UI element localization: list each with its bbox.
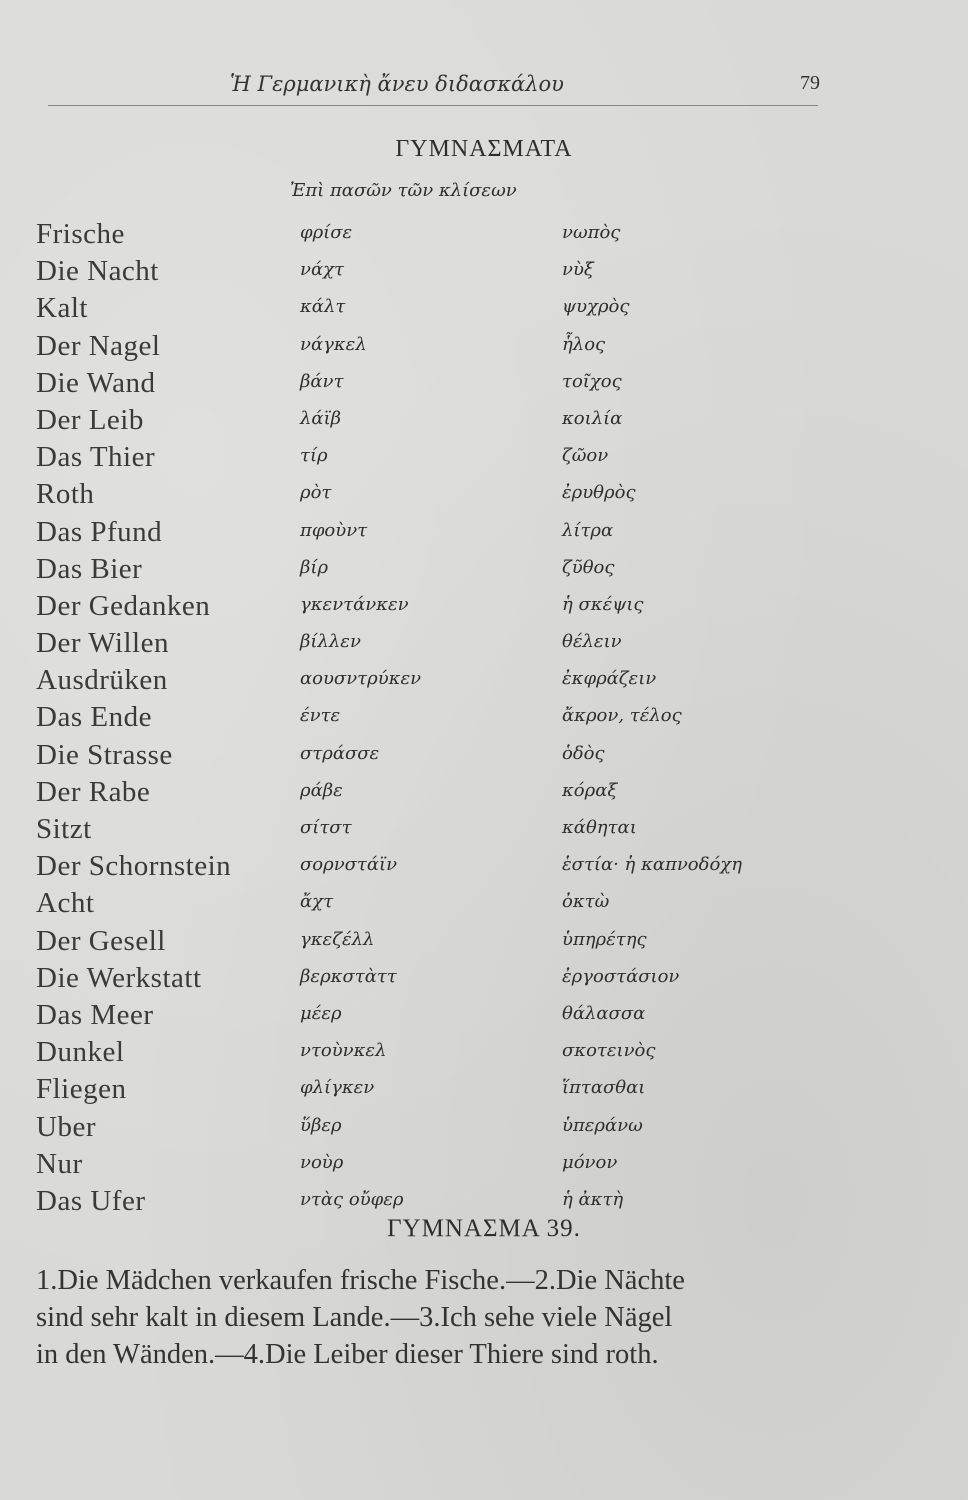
greek-translation: λίτρα <box>562 519 614 541</box>
german-word: Ausdrüken <box>36 664 168 697</box>
vocab-row <box>0 292 968 329</box>
section-heading: ΓΥΜΝΑΣΜΑΤΑ <box>395 136 573 162</box>
pronunciation: φλίγκεν <box>300 1077 375 1099</box>
pronunciation: αουσντρύκεν <box>300 668 422 690</box>
pronunciation: τίρ <box>300 445 328 467</box>
greek-translation: κάθηται <box>562 817 637 838</box>
greek-translation: σκοτεινὸς <box>562 1040 656 1062</box>
german-word: Die Strasse <box>36 738 173 771</box>
german-word: Die Werkstatt <box>36 961 202 994</box>
german-word: Der Leib <box>36 403 144 436</box>
german-word: Das Meer <box>36 998 154 1031</box>
vocab-row <box>0 739 968 776</box>
vocab-row <box>0 627 968 664</box>
pronunciation: βερκστὰττ <box>300 965 397 987</box>
exercise-line: 1.Die Mädchen verkaufen frische Fische.—2.Die Nächte <box>36 1265 685 1296</box>
vocab-row <box>0 590 968 627</box>
german-word: Das Ende <box>36 701 152 734</box>
greek-translation: ἡ ἀκτὴ <box>562 1188 624 1210</box>
greek-translation: ψυχρὸς <box>562 296 630 318</box>
pronunciation: ντὰς οὔφερ <box>300 1188 404 1210</box>
running-header <box>200 72 820 102</box>
greek-translation: νὺξ <box>562 259 594 281</box>
vocab-row <box>0 887 968 924</box>
pronunciation: γκεζέλλ <box>300 928 375 950</box>
greek-translation: ἐργοστάσιον <box>562 965 680 987</box>
greek-translation: ὑπεράνω <box>562 1114 643 1136</box>
pronunciation: έντε <box>300 705 341 727</box>
pronunciation: ράβε <box>300 779 343 801</box>
pronunciation: ντοὺνκελ <box>300 1040 387 1062</box>
greek-translation: θέλειν <box>562 631 622 653</box>
vocab-row <box>0 925 968 962</box>
greek-translation: κοιλία <box>562 407 623 429</box>
pronunciation: σορνστάϊν <box>300 854 398 876</box>
greek-translation: νωπὸς <box>562 222 621 243</box>
vocab-row <box>0 999 968 1036</box>
vocab-row <box>0 1111 968 1148</box>
pronunciation: λάϊβ <box>300 407 342 429</box>
greek-translation: θάλασσα <box>562 1002 646 1024</box>
german-word: Der Nagel <box>36 329 161 362</box>
german-word: Acht <box>36 887 95 920</box>
exercise-text <box>36 1262 866 1373</box>
vocab-row <box>0 218 968 255</box>
greek-translation: ζῦθος <box>562 556 615 578</box>
pronunciation: νοὺρ <box>300 1151 344 1173</box>
german-word: Das Ufer <box>36 1184 146 1217</box>
pronunciation: στράσσε <box>300 742 380 764</box>
german-word: Das Thier <box>36 441 156 474</box>
pronunciation: γκεντάνκεν <box>300 593 409 615</box>
german-word: Frische <box>36 218 125 250</box>
vocab-row <box>0 516 968 553</box>
pronunciation: φρίσε <box>300 222 353 243</box>
german-word: Dunkel <box>36 1036 125 1069</box>
greek-translation: ἵπτασθαι <box>562 1077 646 1099</box>
vocab-row <box>0 441 968 478</box>
exercise-line: sind sehr kalt in diesem Lande.—3.Ich sehe viele Nägel <box>36 1302 673 1333</box>
vocab-row <box>0 478 968 515</box>
greek-translation: μόνον <box>562 1151 618 1173</box>
german-word: Der Gesell <box>36 924 166 957</box>
german-word: Der Gedanken <box>36 589 211 622</box>
vocab-row <box>0 553 968 590</box>
pronunciation: κάλτ <box>300 296 346 318</box>
header-rule <box>48 105 818 106</box>
greek-translation: κόραξ <box>562 779 618 801</box>
greek-translation: ἧλος <box>562 333 606 355</box>
pronunciation: σίτστ <box>300 817 352 838</box>
exercise-line: in den Wänden.—4.Die Leiber dieser Thiere sind roth. <box>36 1339 659 1370</box>
greek-translation: ἑστία· ἡ καπνοδόχη <box>562 854 742 876</box>
exercise-heading: ΓΥΜΝΑΣΜΑ 39. <box>387 1215 581 1242</box>
pronunciation: μέερ <box>300 1002 342 1024</box>
vocab-row <box>0 255 968 292</box>
pronunciation: ρὸτ <box>300 482 332 504</box>
vocab-row <box>0 701 968 738</box>
greek-translation: ἄκρον, τέλος <box>562 705 682 727</box>
pronunciation: νάγκελ <box>300 333 367 355</box>
vocab-row <box>0 776 968 813</box>
page-number: 79 <box>800 72 820 94</box>
german-word: Die Nacht <box>36 255 159 288</box>
vocab-row <box>0 664 968 701</box>
german-word: Kalt <box>36 292 88 325</box>
greek-translation: ἐκφράζειν <box>562 668 657 690</box>
pronunciation: νάχτ <box>300 259 344 281</box>
german-word: Uber <box>36 1110 96 1143</box>
greek-translation: ἐρυθρὸς <box>562 482 636 504</box>
vocab-row <box>0 367 968 404</box>
vocab-row <box>0 404 968 441</box>
greek-translation: ἡ σκέψις <box>562 593 644 615</box>
german-word: Nur <box>36 1147 83 1180</box>
vocab-row <box>0 1148 968 1185</box>
vocab-row <box>0 1073 968 1110</box>
greek-translation: ζῶον <box>562 445 609 467</box>
pronunciation: βίλλεν <box>300 631 361 653</box>
german-word: Die Wand <box>36 366 156 399</box>
pronunciation: ἄχτ <box>300 891 334 913</box>
pronunciation: βίρ <box>300 556 329 578</box>
german-word: Roth <box>36 478 95 511</box>
german-word: Der Schornstein <box>36 850 232 883</box>
section-subheading: Ἐπὶ πασῶν τῶν κλίσεων <box>290 180 517 201</box>
vocab-row <box>0 850 968 887</box>
vocab-row <box>0 1036 968 1073</box>
german-word: Fliegen <box>36 1073 127 1106</box>
german-word: Sitzt <box>36 813 92 845</box>
vocab-row <box>0 813 968 850</box>
greek-translation: ὀκτὼ <box>562 891 610 913</box>
greek-translation: τοῖχος <box>562 370 622 392</box>
pronunciation: πφοὺντ <box>300 519 368 541</box>
running-title: Ἡ Γερμανικὴ ἄνευ διδασκάλου <box>230 72 564 96</box>
german-word: Der Willen <box>36 627 169 660</box>
greek-translation: ὁδὸς <box>562 742 605 764</box>
vocab-row <box>0 962 968 999</box>
vocab-row <box>0 330 968 367</box>
pronunciation: ὕβερ <box>300 1114 342 1136</box>
pronunciation: βάντ <box>300 370 344 392</box>
german-word: Der Rabe <box>36 775 151 808</box>
greek-translation: ὑπηρέτης <box>562 928 647 950</box>
german-word: Das Bier <box>36 552 143 585</box>
german-word: Das Pfund <box>36 515 163 548</box>
vocabulary-list <box>0 218 968 1222</box>
